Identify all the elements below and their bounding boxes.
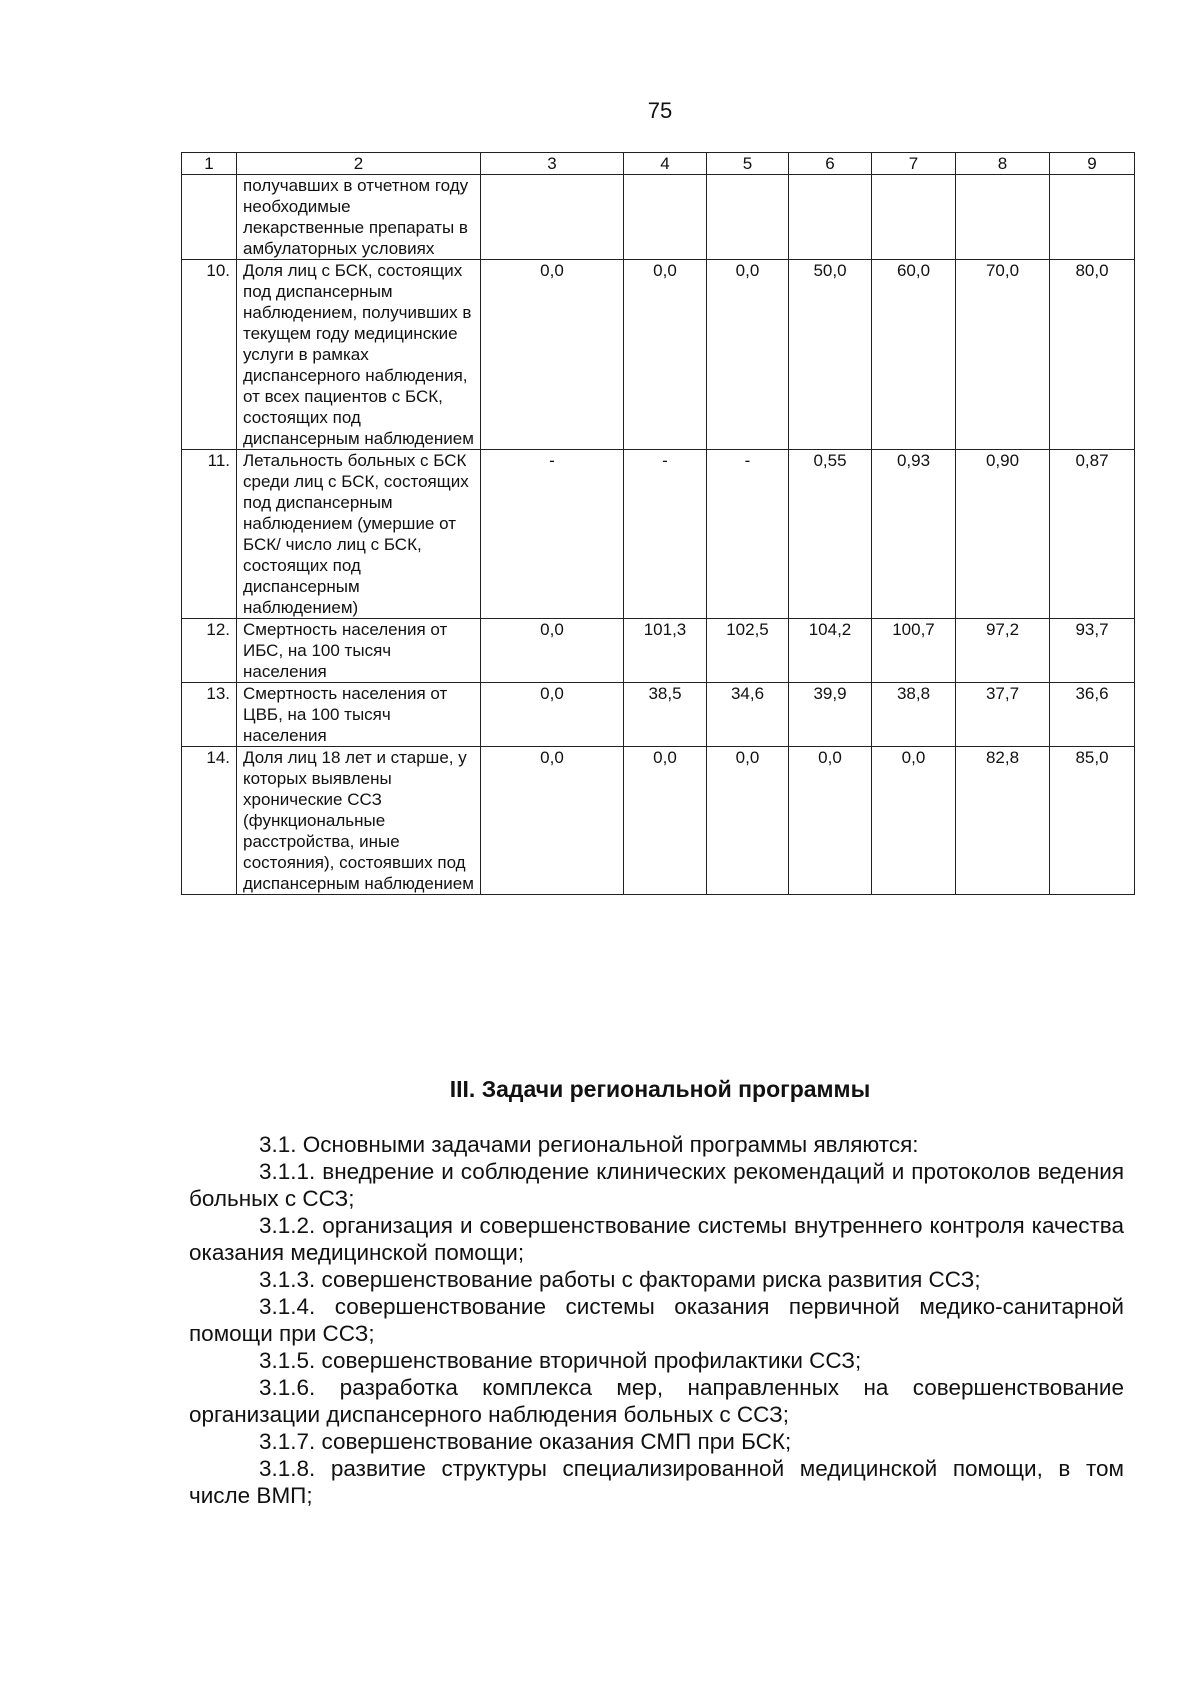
indicator-value: 0,0 <box>789 747 872 895</box>
indicator-value: 34,6 <box>707 683 789 747</box>
column-header: 2 <box>237 153 481 175</box>
indicator-value: 38,5 <box>624 683 707 747</box>
indicator-value <box>481 175 624 260</box>
row-number: 12. <box>182 619 237 683</box>
column-header: 1 <box>182 153 237 175</box>
indicator-value: 0,90 <box>956 450 1050 619</box>
row-number <box>182 175 237 260</box>
tasks-list <box>189 1131 1124 1509</box>
indicator-value: 93,7 <box>1050 619 1135 683</box>
indicator-value: 104,2 <box>789 619 872 683</box>
indicator-value <box>789 175 872 260</box>
indicator-value: 60,0 <box>872 260 956 450</box>
row-number: 11. <box>182 450 237 619</box>
task-paragraph: 3.1.3. совершенствование работы с факторами риска развития ССЗ; <box>259 1267 981 1292</box>
indicator-value: 0,0 <box>481 747 624 895</box>
indicator-value: 36,6 <box>1050 683 1135 747</box>
indicator-value: 80,0 <box>1050 260 1135 450</box>
column-header: 3 <box>481 153 624 175</box>
column-header: 9 <box>1050 153 1135 175</box>
indicator-name: Доля лиц 18 лет и старше, у которых выявлены хронические ССЗ (функциональные расстройства, иные состояния), состоявших под диспансерным наблюдением <box>237 747 481 895</box>
indicator-value: 0,0 <box>624 260 707 450</box>
task-paragraph: 3.1.7. совершенствование оказания СМП при БСК; <box>259 1429 792 1454</box>
task-paragraph: 3.1.4. совершенствование системы оказания первичной медико-санитарной помощи при ССЗ; <box>189 1294 1124 1346</box>
page-number: 75 <box>647 98 673 123</box>
indicator-value: 0,0 <box>481 260 624 450</box>
task-paragraph: 3.1.5. совершенствование вторичной профилактики ССЗ; <box>259 1348 862 1373</box>
row-number: 14. <box>182 747 237 895</box>
indicator-value: 39,9 <box>789 683 872 747</box>
column-header: 8 <box>956 153 1050 175</box>
indicator-value: 38,8 <box>872 683 956 747</box>
indicator-value: 0,93 <box>872 450 956 619</box>
indicator-value: 37,7 <box>956 683 1050 747</box>
section-title: III. Задачи региональной программы <box>449 1076 871 1102</box>
indicator-value <box>624 175 707 260</box>
indicator-value: 0,0 <box>707 747 789 895</box>
table-row <box>182 683 1135 747</box>
indicator-value: 0,0 <box>872 747 956 895</box>
indicator-name: Летальность больных с БСК среди лиц с БСК, состоящих под диспансерным наблюдением (умершие от БСК/ число лиц с БСК, состоящих под диспансерным наблюдением) <box>237 450 481 619</box>
table-row <box>182 619 1135 683</box>
indicator-value: 0,0 <box>481 683 624 747</box>
indicator-value: 0,0 <box>481 619 624 683</box>
indicator-value: 0,0 <box>624 747 707 895</box>
row-number: 10. <box>182 260 237 450</box>
indicator-name: Доля лиц с БСК, состоящих под диспансерным наблюдением, получивших в текущем году медицинские услуги в рамках диспансерного наблюдения, от всех пациентов с БСК, состоящих под диспансерным наблюдением <box>237 260 481 450</box>
indicator-value: 70,0 <box>956 260 1050 450</box>
column-header: 7 <box>872 153 956 175</box>
indicator-value <box>707 175 789 260</box>
row-number: 13. <box>182 683 237 747</box>
indicator-name: получавших в отчетном году необходимые лекарственные препараты в амбулаторных условиях <box>237 175 481 260</box>
indicator-value <box>872 175 956 260</box>
indicator-value: - <box>481 450 624 619</box>
table-row <box>182 175 1135 260</box>
indicator-value: - <box>707 450 789 619</box>
indicator-name: Смертность населения от ИБС, на 100 тысяч населения <box>237 619 481 683</box>
indicator-value: 0,87 <box>1050 450 1135 619</box>
indicator-value: 100,7 <box>872 619 956 683</box>
indicator-value: 97,2 <box>956 619 1050 683</box>
column-header: 5 <box>707 153 789 175</box>
table-header-row <box>182 153 1135 175</box>
indicator-value <box>956 175 1050 260</box>
task-paragraph: 3.1.1. внедрение и соблюдение клинических рекомендаций и протоколов ведения больных с ССЗ; <box>189 1159 1124 1211</box>
indicator-value: 50,0 <box>789 260 872 450</box>
indicator-value: 102,5 <box>707 619 789 683</box>
task-paragraph: 3.1.6. разработка комплекса мер, направленных на совершенствование организации диспансерного наблюдения больных с ССЗ; <box>189 1375 1124 1427</box>
indicator-value: 0,55 <box>789 450 872 619</box>
column-header: 4 <box>624 153 707 175</box>
table-row <box>182 260 1135 450</box>
indicator-value: - <box>624 450 707 619</box>
table-row <box>182 747 1135 895</box>
indicator-value: 85,0 <box>1050 747 1135 895</box>
indicator-value: 101,3 <box>624 619 707 683</box>
task-paragraph: 3.1. Основными задачами региональной программы являются: <box>259 1132 919 1157</box>
indicator-value: 82,8 <box>956 747 1050 895</box>
table-row <box>182 450 1135 619</box>
indicators-table <box>181 152 1135 895</box>
indicator-value <box>1050 175 1135 260</box>
task-paragraph: 3.1.2. организация и совершенствование системы внутреннего контроля качества оказания медицинской помощи; <box>189 1213 1124 1265</box>
indicator-value: 0,0 <box>707 260 789 450</box>
indicator-name: Смертность населения от ЦВБ, на 100 тысяч населения <box>237 683 481 747</box>
task-paragraph: 3.1.8. развитие структуры специализированной медицинской помощи, в том числе ВМП; <box>189 1456 1124 1508</box>
column-header: 6 <box>789 153 872 175</box>
